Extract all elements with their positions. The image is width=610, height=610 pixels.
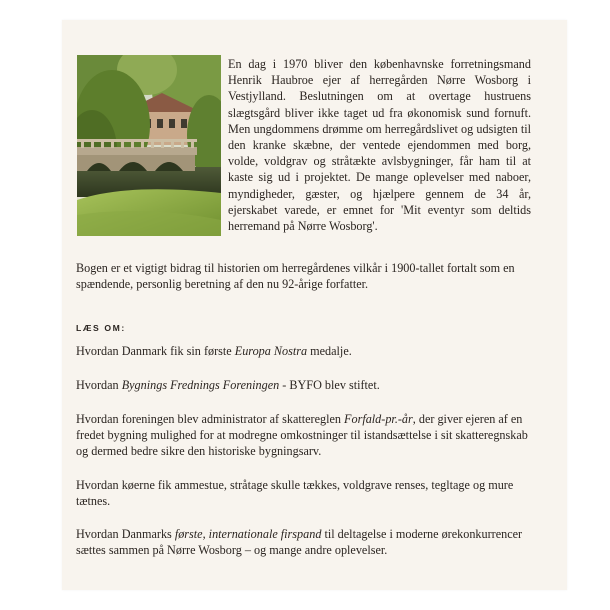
list-item: Hvordan køerne fik ammestue, stråtage skulle tækkes, voldgrave renses, tegltage og mure tætnes. bbox=[76, 478, 514, 509]
list-item: Hvordan Danmark fik sin første Europa Nostra medalje. bbox=[76, 344, 352, 358]
read-about-heading: LÆS OM: bbox=[76, 323, 126, 333]
list-item: Hvordan foreningen blev administrator af skattereglen Forfald-pr.-år, der giver ejeren af en fredet bygning mulighed for at modregne omkostninger til istandsættelse i sit skatteregnskab og dermed bedre sikre den historiske bygningsarv. bbox=[76, 412, 528, 459]
manor-bridge-illustration bbox=[77, 55, 221, 236]
summary-paragraph: Bogen er et vigtigt bidrag til historien om herregårdenes vilkår i 1900-tallet fortalt som en spændende, personlig beretning af den nu 92-årige forfatter. bbox=[76, 261, 515, 292]
list-item: Hvordan Danmarks første, internationale firspand til deltagelse i moderne ørekonkurrencer sættes sammen på Nørre Wosborg – og mange andre oplevelser. bbox=[76, 527, 523, 558]
list-item: Hvordan Bygnings Frednings Foreningen - BYFO blev stiftet. bbox=[76, 378, 380, 392]
manor-bridge-photo bbox=[77, 55, 221, 236]
intro-paragraph: En dag i 1970 bliver den københavnske forretningsmand Henrik Haubroe ejer af herregården Nørre Wosborg i Vestjylland. Beslutningen om at overtage hustruens slægtsgård bliver ikke taget ud fra økonomisk sund fornuft. Men ungdommens drømme om herregårdslivet og udsigten til den kranke skæbne, der ventede ejendommen med borg, volde, voldgrav og stråtækte avlsbygninger, får ham til at kaste sig ud i projektet. De mange oplevelser med naboer, myndigheder, gæster, og hjælpere gennem de 34 år, ejerskabet varede, er emnet for 'Mit eventyr som deltids herremand på Nørre Wosborg'. bbox=[228, 57, 531, 234]
book-back-page bbox=[62, 20, 567, 590]
